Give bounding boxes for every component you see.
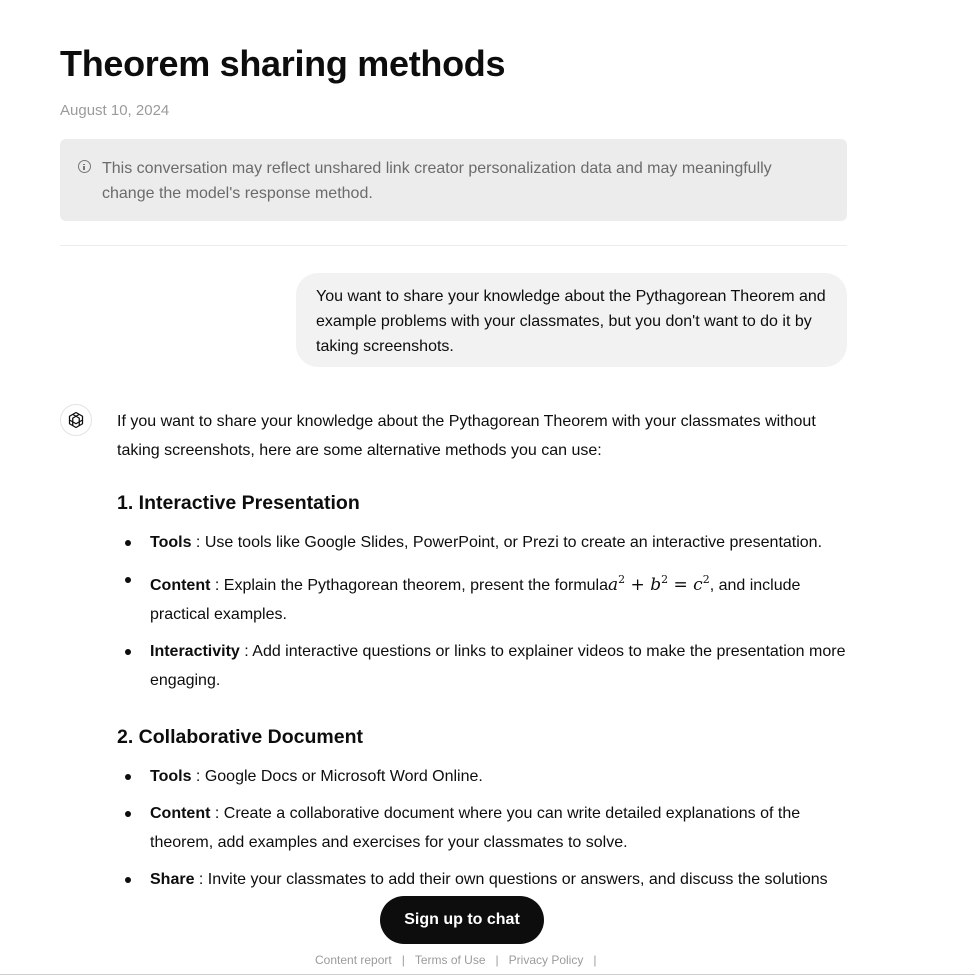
item-text: : Explain the Pythagorean theorem, present the formula xyxy=(210,577,608,594)
privacy-policy-link[interactable]: Privacy Policy xyxy=(508,953,584,967)
bullet-list xyxy=(117,528,847,695)
list-item xyxy=(117,637,847,695)
assistant-message xyxy=(117,407,847,888)
footer-separator: | xyxy=(401,953,405,967)
bullet-list xyxy=(117,762,847,894)
bottom-border xyxy=(0,974,975,975)
divider xyxy=(60,245,847,246)
item-label: Tools xyxy=(150,768,192,785)
item-label: Content xyxy=(150,577,211,594)
footer-separator: | xyxy=(593,953,597,967)
item-label: Interactivity xyxy=(150,643,240,660)
list-item xyxy=(117,865,847,894)
item-text: : Google Docs or Microsoft Word Online. xyxy=(191,768,483,785)
item-text: : Create a collaborative document where you can write detailed explanations of the theorem, add examples and exercises for your classmates to solve. xyxy=(150,805,801,851)
user-message-text: You want to share your knowledge about the Pythagorean Theorem and example problems with your classmates, but you don't want to do it by taking screenshots. xyxy=(316,288,826,355)
conversation-date: August 10, 2024 xyxy=(60,102,170,119)
list-item xyxy=(117,528,847,557)
list-item xyxy=(117,565,847,629)
content-report-link[interactable]: Content report xyxy=(315,953,392,967)
item-text: : Use tools like Google Slides, PowerPoint, or Prezi to create an interactive presentation. xyxy=(191,534,823,551)
section-heading: 2. Collaborative Document xyxy=(117,726,363,748)
notice-text: This conversation may reflect unshared link creator personalization data and may meaningfully change the model's response method. xyxy=(102,160,772,202)
list-item xyxy=(117,762,847,791)
terms-of-use-link[interactable]: Terms of Use xyxy=(414,953,486,967)
footer-separator: | xyxy=(495,953,499,967)
item-label: Content xyxy=(150,805,211,822)
assistant-intro: If you want to share your knowledge about the Pythagorean Theorem with your classmates without taking screenshots, here are some alternative methods you can use: xyxy=(117,413,816,459)
user-message-bubble xyxy=(296,273,847,367)
item-label: Tools xyxy=(150,534,192,551)
footer xyxy=(315,952,606,968)
section-heading: 1. Interactive Presentation xyxy=(117,492,360,514)
info-icon xyxy=(78,160,91,173)
item-label: Share xyxy=(150,871,195,888)
page-title: Theorem sharing methods xyxy=(60,43,506,84)
item-text: : Add interactive questions or links to explainer videos to make the presentation more engaging. xyxy=(150,643,846,689)
pythagorean-formula: $a^2 + b^2 = c^2$ xyxy=(608,573,710,595)
item-text: : Invite your classmates to add their own questions or answers, and discuss the solutions xyxy=(194,871,828,888)
openai-logo-icon xyxy=(66,410,86,430)
personalization-notice xyxy=(60,139,847,221)
sign-up-button[interactable]: Sign up to chat xyxy=(380,896,544,944)
list-item xyxy=(117,799,847,857)
item-text-after: , and include practical examples. xyxy=(150,577,801,623)
assistant-avatar xyxy=(60,404,92,436)
